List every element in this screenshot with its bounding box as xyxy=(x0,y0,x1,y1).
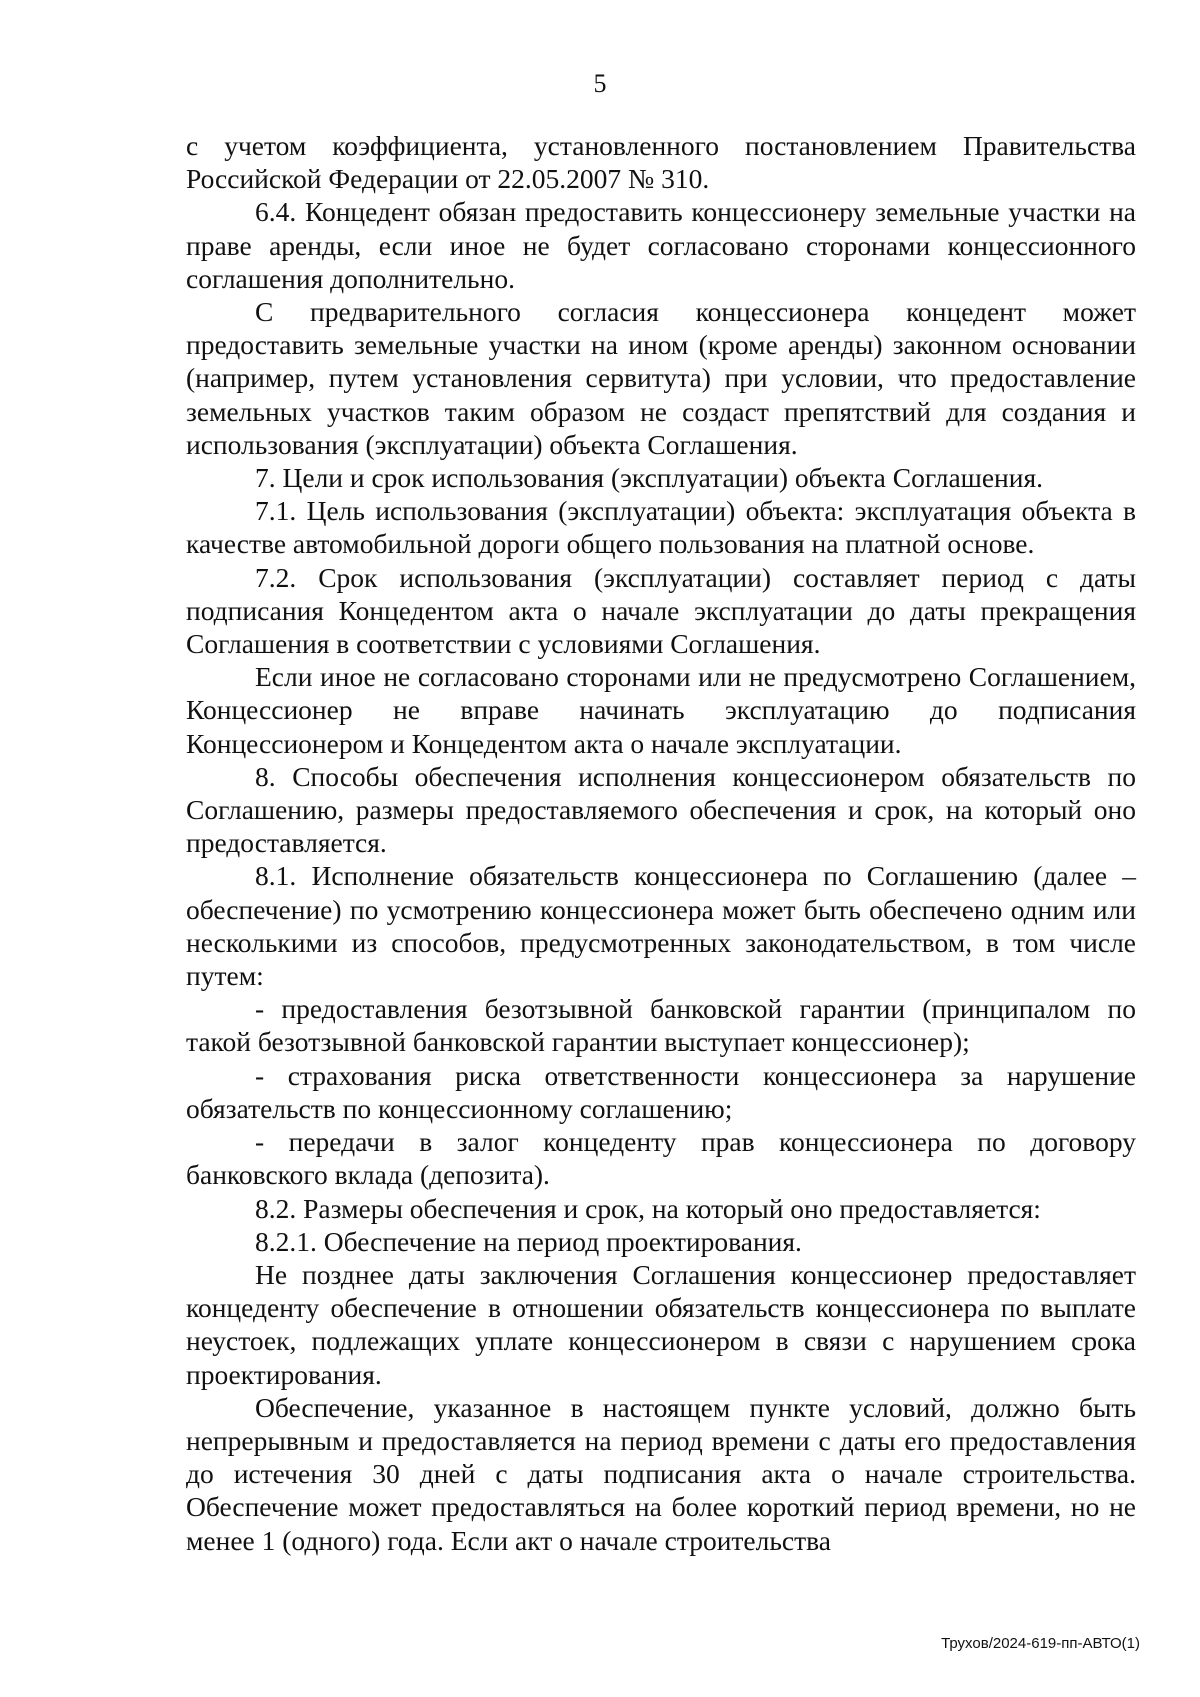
paragraph-13: 8.2. Размеры обеспечения и срок, на который оно предоставляется: xyxy=(255,1192,1041,1224)
paragraph-14: 8.2.1. Обеспечение на период проектирования. xyxy=(255,1225,802,1257)
paragraph-2: 6.4. Концедент обязан предоставить концессионеру земельные участки на праве аренды, если иное не будет согласовано сторонами концессионного соглашения дополнительно. xyxy=(186,196,1136,294)
paragraph-11: - страхования риска ответственности концессионера за нарушение обязательств по концессионному соглашению; xyxy=(186,1059,1136,1124)
paragraph-9: 8.1. Исполнение обязательств концессионера по Соглашению (далее – обеспечение) по усмотрению концессионера может быть обеспечено одним или несколькими из способов, предусмотренных законодательством, в том числе путем: xyxy=(186,860,1136,992)
paragraph-6: 7.2. Срок использования (эксплуатации) составляет период с даты подписания Концедентом акта о начале эксплуатации до даты прекращения Соглашения в соответствии с условиями Соглашения. xyxy=(186,561,1136,660)
document-body xyxy=(186,129,1136,1557)
paragraph-4: 7. Цели и срок использования (эксплуатации) объекта Соглашения. xyxy=(255,462,1044,494)
paragraph-7: Если иное не согласовано сторонами или не предусмотрено Соглашением, Концессионер не вправе начинать эксплуатацию до подписания Концессионером и Концедентом акта о начале эксплуатации. xyxy=(186,661,1136,759)
paragraph-1: с учетом коэффициента, установленного постановлением Правительства Российской Федерации от 22.05.2007 № 310. xyxy=(186,130,1136,195)
paragraph-15: Не позднее даты заключения Соглашения концессионер предоставляет концеденту обеспечение в отношении обязательств концессионера по выплате неустоек, подлежащих уплате концессионером в связи с нарушением срока проектирования. xyxy=(186,1258,1136,1390)
paragraph-16: Обеспечение, указанное в настоящем пункте условий, должно быть непрерывным и предоставляется на период времени с даты его предоставления до истечения 30 дней с даты подписания акта о начале строительства. Обеспечение может предоставляться на более короткий период времени, но не менее 1 (одного) года. Если акт о начале строительства xyxy=(186,1391,1136,1556)
paragraph-12: - передачи в залог концеденту прав концессионера по договору банковского вклада (депозита). xyxy=(186,1126,1136,1191)
paragraph-10: - предоставления безотзывной банковской гарантии (принципалом по такой безотзывной банковской гарантии выступает концессионер); xyxy=(186,993,1136,1058)
footer-reference: Трухов/2024-619-пп-АВТО(1) xyxy=(941,1635,1140,1652)
paragraph-8: 8. Способы обеспечения исполнения концессионером обязательств по Соглашению, размеры предоставляемого обеспечения и срок, на который оно предоставляется. xyxy=(186,760,1136,859)
page-number: 5 xyxy=(593,69,607,98)
paragraph-3: С предварительного согласия концессионера концедент может предоставить земельные участки на ином (кроме аренды) законном основании (например, путем установления сервитута) при условии, что предоставление земельных участков таким образом не создаст препятствий для создания и использования (эксплуатации) объекта Соглашения. xyxy=(186,296,1136,460)
paragraph-5: 7.1. Цель использования (эксплуатации) объекта: эксплуатация объекта в качестве автомобильной дороги общего пользования на платной основе. xyxy=(186,495,1136,560)
